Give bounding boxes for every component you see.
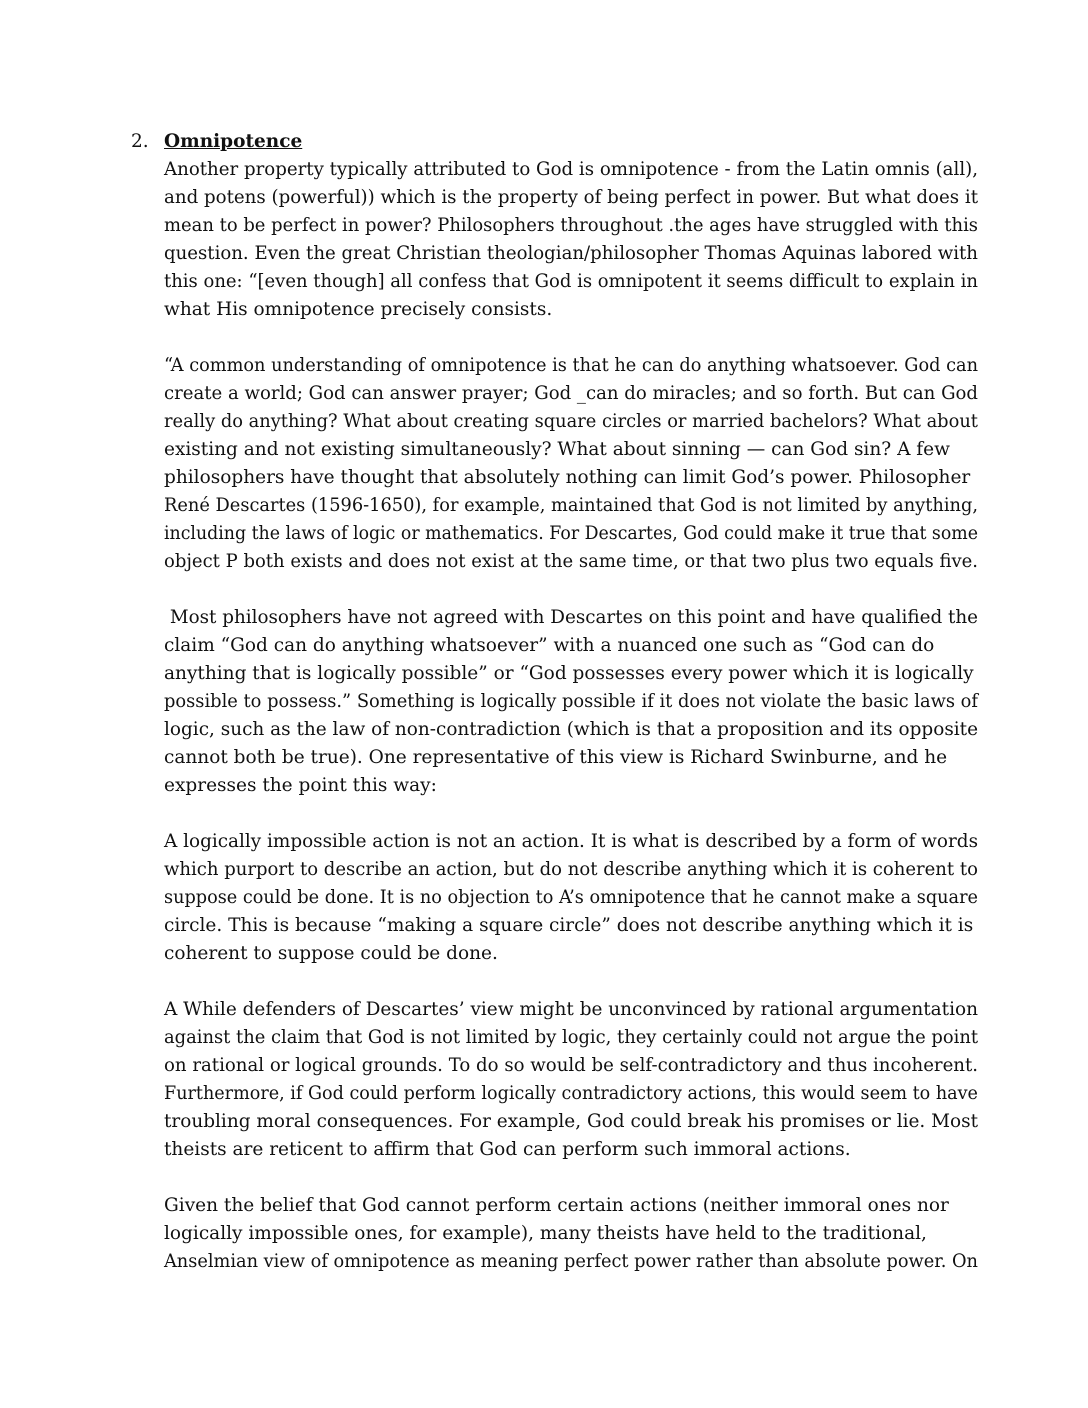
text-line: philosophers have thought that absolutely nothing can limit God’s power. Philosopher	[164, 467, 971, 488]
text-line: Most philosophers have not agreed with Descartes on this point and have qualified the	[164, 607, 979, 628]
text-line: create a world; God can answer prayer; God _can do miracles; and so forth. But can God	[164, 383, 978, 404]
paragraph	[164, 352, 979, 576]
text-line: mean to be perfect in power? Philosophers throughout .the ages have struggled with this	[164, 215, 979, 236]
text-line: really do anything? What about creating square circles or married bachelors? What about	[164, 411, 978, 432]
block-quote	[164, 828, 979, 968]
text-line: expresses the point this way:	[164, 775, 437, 796]
text-line: Furthermore, if God could perform logically contradictory actions, this would seem to have	[164, 1083, 978, 1104]
text-line: object P both exists and does not exist at the same time, or that two plus two equals five.	[164, 551, 979, 572]
text-line: Given the belief that God cannot perform certain actions (neither immoral ones nor	[164, 1195, 949, 1216]
text-line: question. Even the great Christian theologian/philosopher Thomas Aquinas labored with	[164, 243, 978, 264]
text-line: cannot both be true). One representative of this view is Richard Swinburne, and he	[164, 747, 948, 768]
paragraph	[164, 996, 979, 1164]
text-line: coherent to suppose could be done.	[164, 943, 498, 964]
section-title: Omnipotence	[164, 131, 303, 152]
text-line: logic, such as the law of non-contradiction (which is that a proposition and its opposite	[164, 719, 979, 740]
text-line: this one: “[even though] all confess that God is omnipotent it seems difficult to explain in	[164, 271, 978, 292]
text-line: logically impossible ones, for example), many theists have held to the traditional,	[164, 1223, 927, 1244]
text-line: which purport to describe an action, but do not describe anything which it is coherent to	[164, 859, 978, 880]
text-line: on rational or logical grounds. To do so would be self-contradictory and thus incoherent.	[164, 1055, 979, 1076]
text-line: possible to possess.” Something is logically possible if it does not violate the basic laws of	[164, 691, 979, 712]
text-line: and potens (powerful)) which is the property of being perfect in power. But what does it	[164, 187, 979, 208]
text-line: anything that is logically possible” or “God possesses every power which it is logically	[164, 663, 974, 684]
text-line: theists are reticent to affirm that God can perform such immoral actions.	[164, 1139, 851, 1160]
text-line: including the laws of logic or mathematics. For Descartes, God could make it true that some	[164, 523, 978, 544]
section-number: 2.	[131, 131, 149, 152]
text-line: Another property typically attributed to God is omnipotence - from the Latin omnis (all),	[164, 159, 979, 180]
text-line: what His omnipotence precisely consists.	[164, 299, 553, 320]
text-line: against the claim that God is not limited by logic, they certainly could not argue the point	[164, 1027, 979, 1048]
text-line: suppose could be done. It is no objection to A’s omnipotence that he cannot make a square	[164, 887, 978, 908]
section-heading	[131, 128, 302, 156]
text-line: A While defenders of Descartes’ view might be unconvinced by rational argumentation	[164, 999, 978, 1020]
text-line: Anselmian view of omnipotence as meaning perfect power rather than absolute power. On	[164, 1251, 978, 1272]
section-body	[164, 156, 979, 1276]
text-line: claim “God can do anything whatsoever” with a nuanced one such as “God can do	[164, 635, 935, 656]
text-line: existing and not existing simultaneously? What about sinning — can God sin? A few	[164, 439, 950, 460]
paragraph	[164, 1192, 978, 1276]
text-line: circle. This is because “making a square circle” does not describe anything which it is	[164, 915, 974, 936]
text-line: “A common understanding of omnipotence is that he can do anything whatsoever. God can	[164, 355, 978, 376]
text-line: René Descartes (1596-1650), for example, maintained that God is not limited by anything,	[164, 495, 979, 516]
paragraph	[164, 604, 979, 800]
text-line: A logically impossible action is not an action. It is what is described by a form of words	[164, 831, 979, 852]
paragraph	[164, 156, 979, 324]
text-line: troubling moral consequences. For example, God could break his promises or lie. Most	[164, 1111, 979, 1132]
